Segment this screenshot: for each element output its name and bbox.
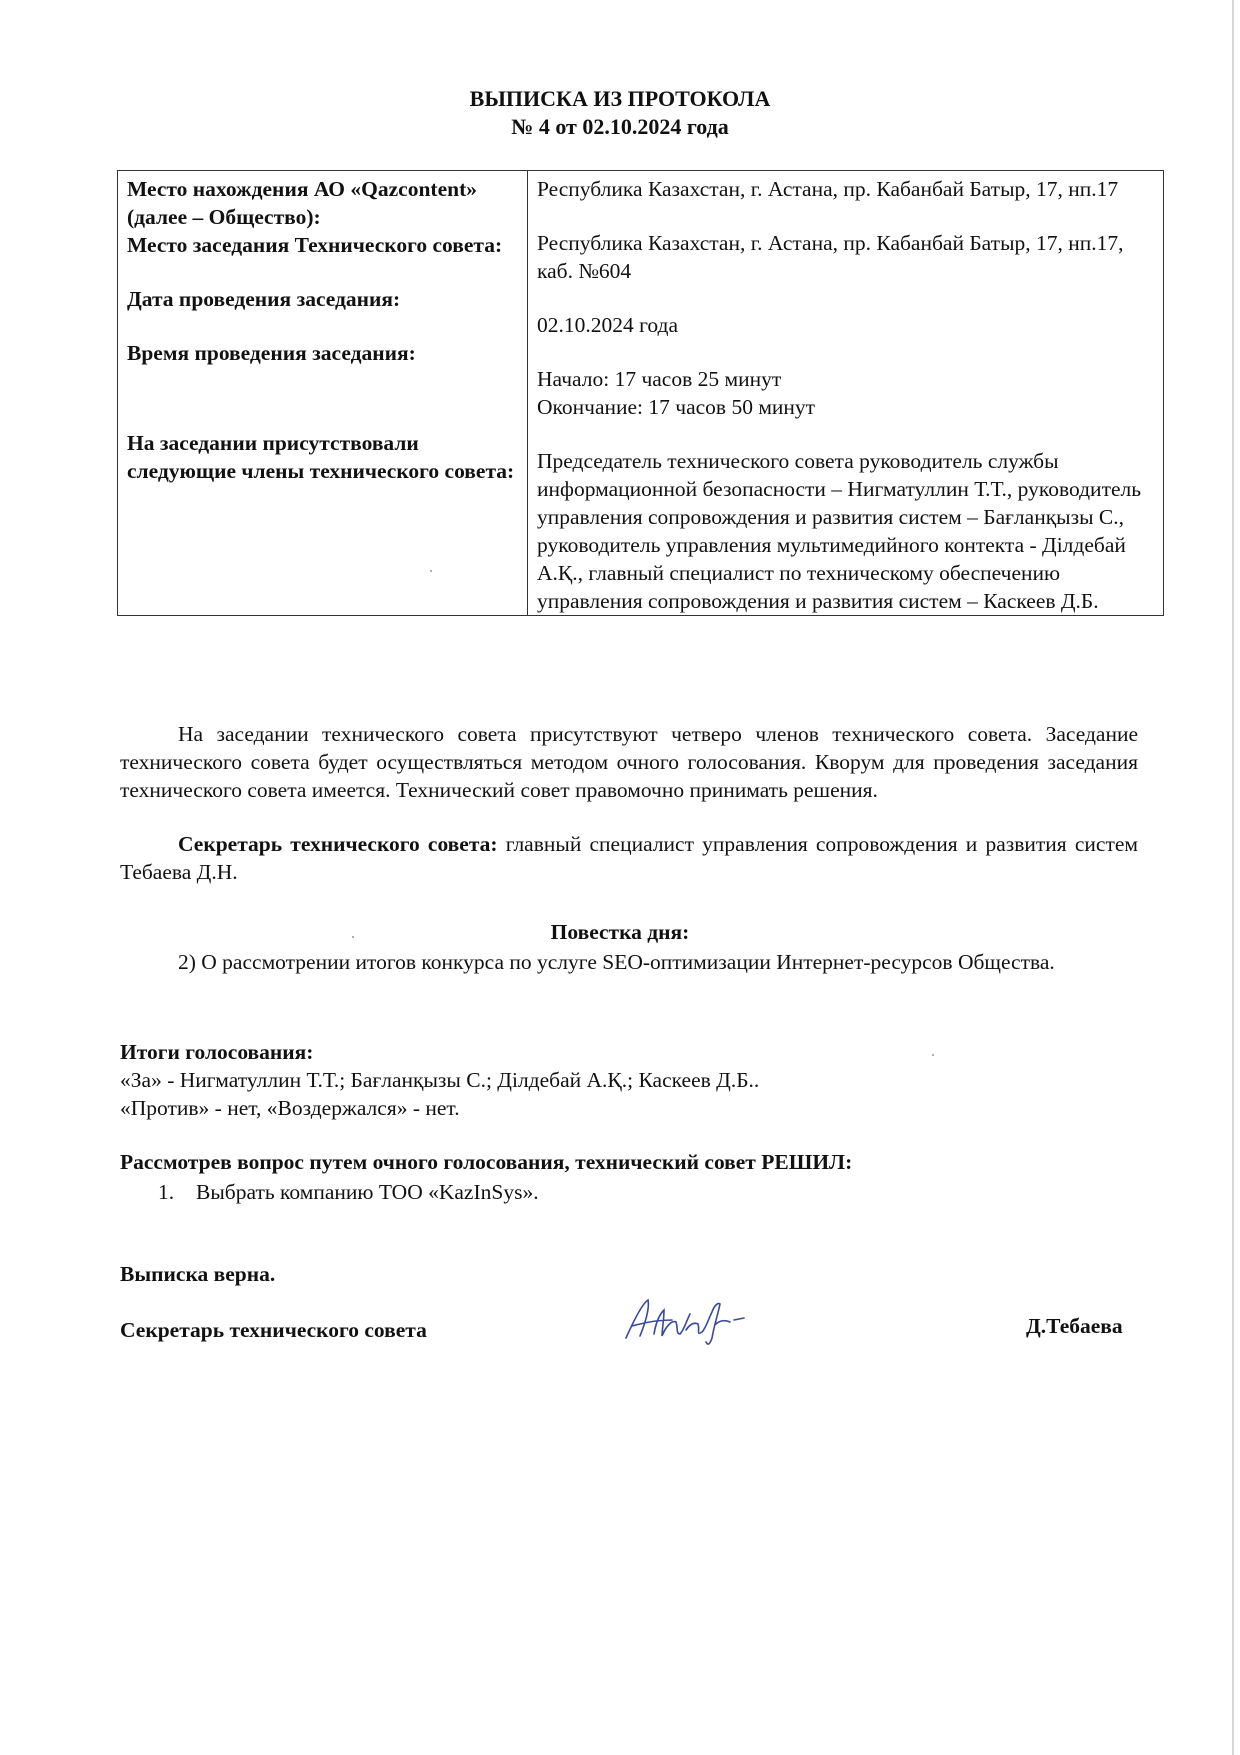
spacer [537,203,1155,229]
spacer [127,259,519,285]
attendees-label: На заседании присутствовали следующие члены технического совета: [127,431,515,483]
secretary-sign-label: Секретарь технического совета [120,1318,427,1342]
resolution-item [158,1180,539,1205]
vote-heading: Итоги голосования: [120,1040,314,1064]
table-row [118,171,1164,616]
time-start-value: Начало: 17 часов 25 минут [537,367,782,391]
values-column [528,171,1164,616]
document-title: ВЫПИСКА ИЗ ПРОТОКОЛА [469,86,771,111]
time-end-value: Окончание: 17 часов 50 минут [537,395,816,419]
secretary-sign-name: Д.Тебаева [1026,1314,1123,1338]
spacer [537,285,1155,311]
spacer [127,403,519,429]
scan-speck [352,936,354,938]
meeting-place-label: Место заседания Технического совета: [127,233,503,257]
location-value: Республика Казахстан, г. Астана, пр. Кабанбай Батыр, 17, нп.17 [537,177,1119,201]
spacer [127,313,519,339]
extract-verified: Выписка верна. [120,1262,276,1286]
handwritten-signature [620,1290,770,1350]
date-value: 02.10.2024 года [537,313,679,337]
attendees-value: Председатель технического совета руководитель службы информационной безопасности – Нигматуллин Т.Т., руководитель управления сопровождения и развития систем – Бағланқызы С., руководитель управления мультимедийного контекта - Ділдебай А.Қ., главный специалист по техническому обеспечению управления сопровождения и развития систем – Каскеев Д.Б. [537,449,1142,613]
quorum-paragraph: На заседании технического совета присутствуют четверо членов технического совета. Заседание технического совета будет осуществляться методом очного голосования. Кворум для проведения заседания технического совета имеется. Технический совет правомочно принимать решения. [120,722,1138,802]
resolution-text: Выбрать компанию ТОО «KazInSys». [196,1180,539,1204]
scan-speck [932,1054,934,1056]
spacer [537,339,1155,365]
location-label: Место нахождения АО «Qazcontent» (далее – Общество): [127,177,477,229]
agenda-heading: Повестка дня: [550,920,690,944]
meeting-place-value: Республика Казахстан, г. Астана, пр. Кабанбай Батыр, 17, нп.17, каб. №604 [537,231,1124,283]
resolved-heading: Рассмотрев вопрос путем очного голосования, технический совет РЕШИЛ: [120,1150,853,1174]
vote-against: «Против» - нет, «Воздержался» - нет. [120,1096,460,1120]
secretary-text: главный специалист управления сопровождения и развития систем Тебаева Д.Н. [120,832,1138,884]
scan-speck [430,570,432,572]
resolution-number: 1. [158,1180,175,1204]
meeting-info-table [117,170,1164,616]
spacer [537,421,1155,447]
document-subtitle: № 4 от 02.10.2024 года [511,114,729,139]
date-label: Дата проведения заседания: [127,287,401,311]
secretary-paragraph [120,830,1138,886]
vote-for: «За» - Нигматуллин Т.Т.; Бағланқызы С.; Ділдебай А.Қ.; Каскеев Д.Б.. [120,1068,760,1092]
time-label: Время проведения заседания: [127,341,416,365]
labels-column [118,171,528,616]
page-edge-shadow [1232,0,1234,1755]
secretary-label: Секретарь технического совета: [178,832,498,856]
agenda-item: 2) О рассмотрении итогов конкурса по услуге SEO-оптимизации Интернет-ресурсов Общества. [178,950,1055,974]
spacer [127,367,519,403]
